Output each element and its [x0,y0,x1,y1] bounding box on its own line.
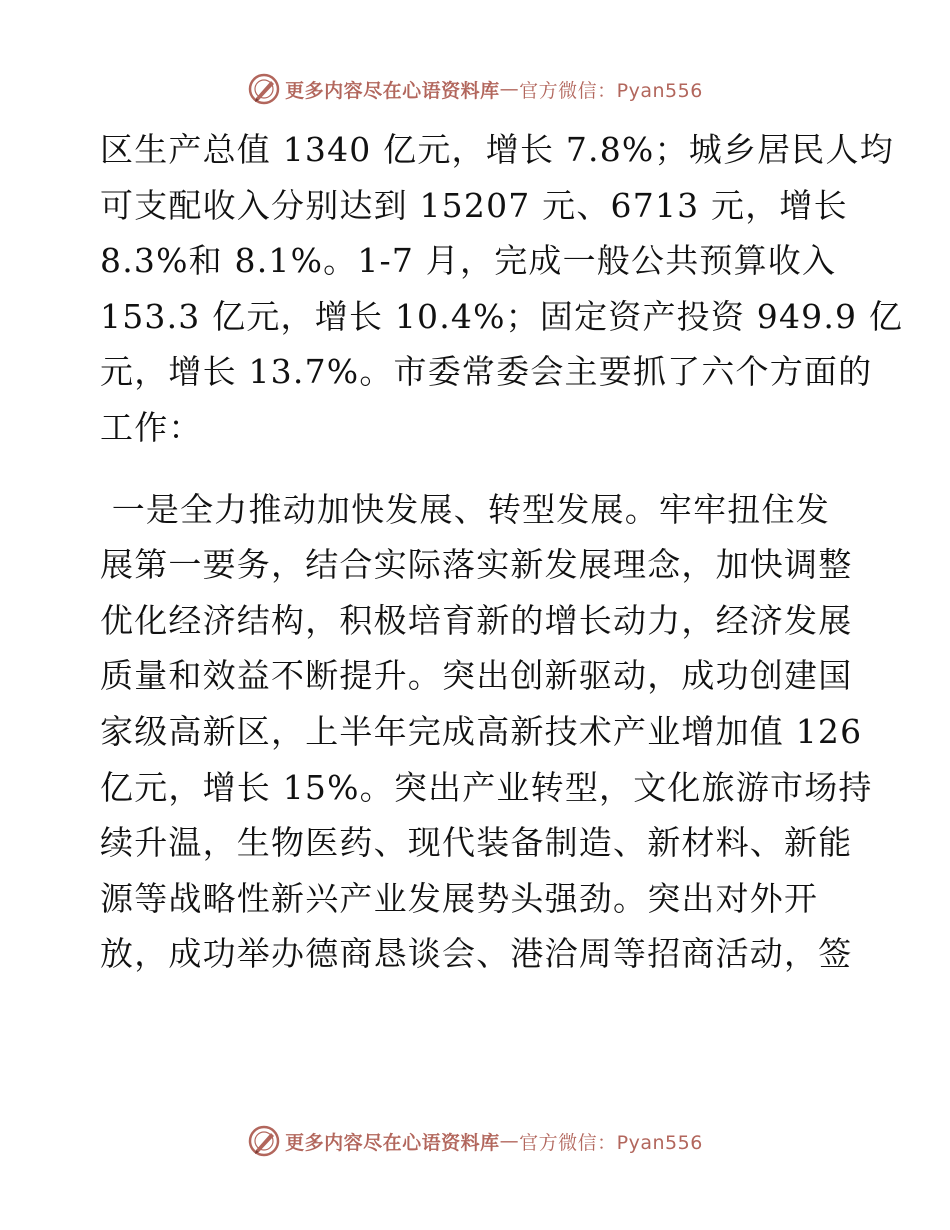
text-line: 源等战略性新兴产业发展势头强劲。突出对外开 [100,878,819,918]
pen-circle-logo-icon [247,1124,281,1158]
pen-circle-logo-icon [247,72,281,106]
document-body [100,122,904,982]
text-line: 一是全力推动加快发展、转型发展。牢牢扭住发 [100,489,830,529]
text-line: 续升温，生物医药、现代装备制造、新材料、新能 [100,823,853,863]
watermark-wechat: 官方微信：Pyan556 [519,79,703,102]
paragraph-gap [100,456,860,482]
text-line: 可支配收入分别达到 15207 元、6713 元，增长 [100,185,848,225]
text-line: 放，成功举办德商恳谈会、港洽周等招商活动，签 [100,934,853,974]
text-line: 元，增长 13.7%。市委常委会主要抓了六个方面的 [100,352,873,392]
text-line: 展第一要务，结合实际落实新发展理念，加快调整 [100,545,853,585]
text-line: 153.3 亿元，增长 10.4%；固定资产投资 949.9 亿 [100,296,904,336]
watermark-separator: — [499,78,520,100]
watermark-separator: — [499,1130,520,1152]
text-line: 工作： [100,407,203,447]
text-line: 质量和效益不断提升。突出创新驱动，成功创建国 [100,656,853,696]
text-line: 家级高新区，上半年完成高新技术产业增加值 126 [100,711,863,751]
footer-watermark [0,1124,950,1158]
text-line: 亿元，增长 15%。突出产业转型，文化旅游市场持 [100,767,873,807]
watermark-wechat: 官方微信：Pyan556 [519,1131,703,1154]
watermark-text: 更多内容尽在心语资料库 [285,1131,500,1154]
paragraph-2 [100,482,873,982]
text-line: 区生产总值 1340 亿元，增长 7.8%；城乡居民人均 [100,130,894,169]
text-line: 8.3%和 8.1%。1-7 月，完成一般公共预算收入 [100,241,837,281]
watermark-text: 更多内容尽在心语资料库 [285,79,500,102]
header-watermark [0,72,950,106]
text-line: 优化经济结构，积极培育新的增长动力，经济发展 [100,600,853,640]
paragraph-1 [100,122,904,456]
